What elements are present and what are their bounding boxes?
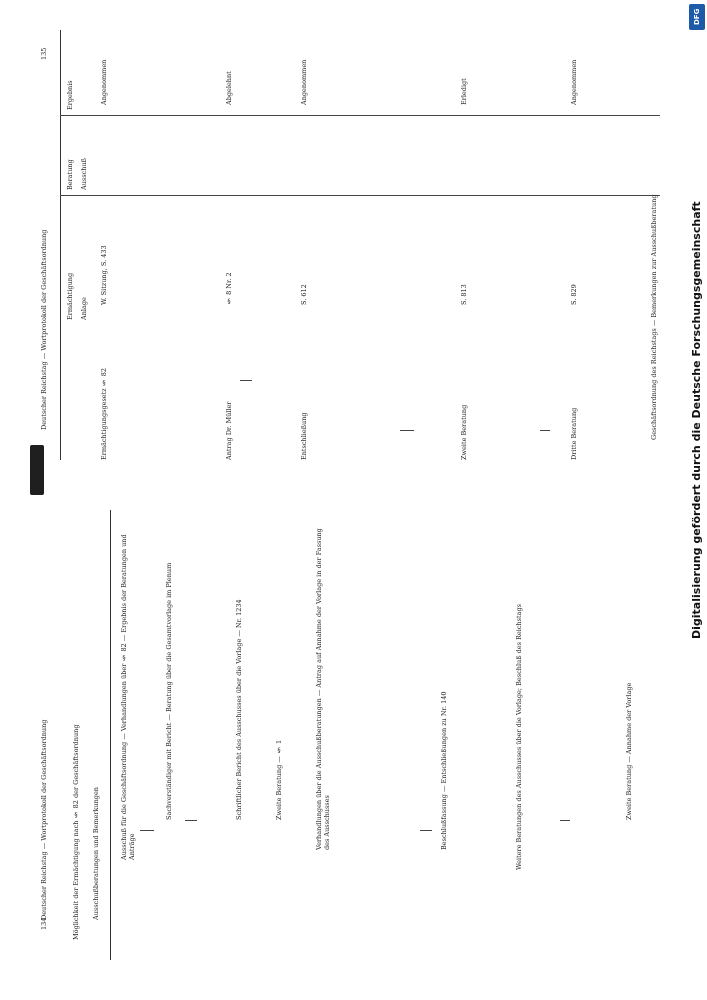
left-col-heading: Möglichkeit der Ermächtigung nach § 82 der Geschäftsordnung: [72, 724, 80, 940]
dash-mark: [240, 380, 252, 381]
left-footer: Zweite Beratung — Annahme der Vorlage: [625, 682, 633, 820]
right-running-head: Deutscher Reichstag — Wortprotokoll der Geschäftsordnung: [40, 229, 48, 430]
row-label: Entschließung: [300, 412, 308, 460]
dash-mark: [185, 820, 197, 821]
binding-gutter: [30, 445, 44, 495]
row-result: Angenommen: [570, 59, 578, 105]
dash-mark: [140, 830, 154, 831]
table-header-1: Ermächtigung: [66, 272, 74, 320]
row-label: Antrag Dr. Müller: [225, 401, 233, 460]
left-section-2: Sachverständiger mit Bericht — Beratung über die Gesamtvorlage im Plenum: [165, 562, 173, 820]
left-section-3: Schriftlicher Bericht des Ausschusses über die Vorlage — Nr. 1234: [235, 599, 243, 820]
table-header-5: Ergebnis: [66, 80, 74, 110]
dfg-logo-icon: DFG: [689, 4, 705, 30]
dash-mark: [420, 830, 432, 831]
row-result: Angenommen: [100, 59, 108, 105]
dfg-watermark-strip: [687, 0, 707, 1000]
left-section-4: Zweite Beratung — § 1: [275, 739, 283, 820]
table-rule: [60, 195, 660, 196]
left-section-6: Beschlußfassung — Entschließungen zu Nr. 140: [440, 691, 448, 850]
row-label: Dritte Beratung: [570, 407, 578, 460]
row-result: Erledigt: [460, 78, 468, 105]
row-result: Angenommen: [300, 59, 308, 105]
row-ref: W. Sitzung, S. 433: [100, 245, 108, 305]
row-ref: S. 829: [570, 284, 578, 305]
left-section-7: Weitere Beratungen des Ausschusses über die Vorlage; Beschluß des Reichstags: [515, 604, 523, 870]
right-header-rule: [60, 30, 61, 460]
dash-mark: [400, 430, 414, 431]
table-header-3: Beratung: [66, 159, 74, 190]
table-header-2: Anlage: [80, 297, 88, 320]
left-running-head: Deutscher Reichstag — Wortprotokoll der Geschäftsordnung: [40, 719, 48, 920]
row-ref: S. 612: [300, 284, 308, 305]
right-side-notes: Geschäftsordnung des Reichstags — Bemerkungen zur Ausschußberatung: [650, 194, 658, 440]
table-rule: [60, 115, 660, 116]
left-column-rule: [110, 510, 111, 960]
row-label: Zweite Beratung: [460, 404, 468, 460]
left-section-5: Verhandlungen über die Ausschußberatungen — Antrag auf Annahme der Vorlage in der Fassung des Ausschusses: [315, 528, 331, 850]
row-ref: § 8 Nr. 2: [225, 272, 233, 305]
dfg-watermark-text: Digitalisierung gefördert durch die Deutsche Forschungsgemeinschaft: [690, 201, 703, 639]
left-col-heading-right: Ausschußberatungen und Bemerkungen: [92, 787, 100, 920]
right-page-number: 135: [40, 47, 48, 60]
row-ref: S. 813: [460, 284, 468, 305]
left-page-number: 134: [40, 917, 48, 930]
row-result: Abgelehnt: [225, 71, 233, 105]
left-section-1: Ausschuß für die Geschäftsordnung — Verhandlungen über § 82 — Ergebnis der Beratungen und Anträge: [120, 534, 136, 860]
row-label: Ermächtigungsgesetz § 82: [100, 367, 108, 460]
dash-mark: [560, 820, 570, 821]
dash-mark: [540, 430, 550, 431]
table-header-4: Ausschuß: [80, 158, 88, 190]
